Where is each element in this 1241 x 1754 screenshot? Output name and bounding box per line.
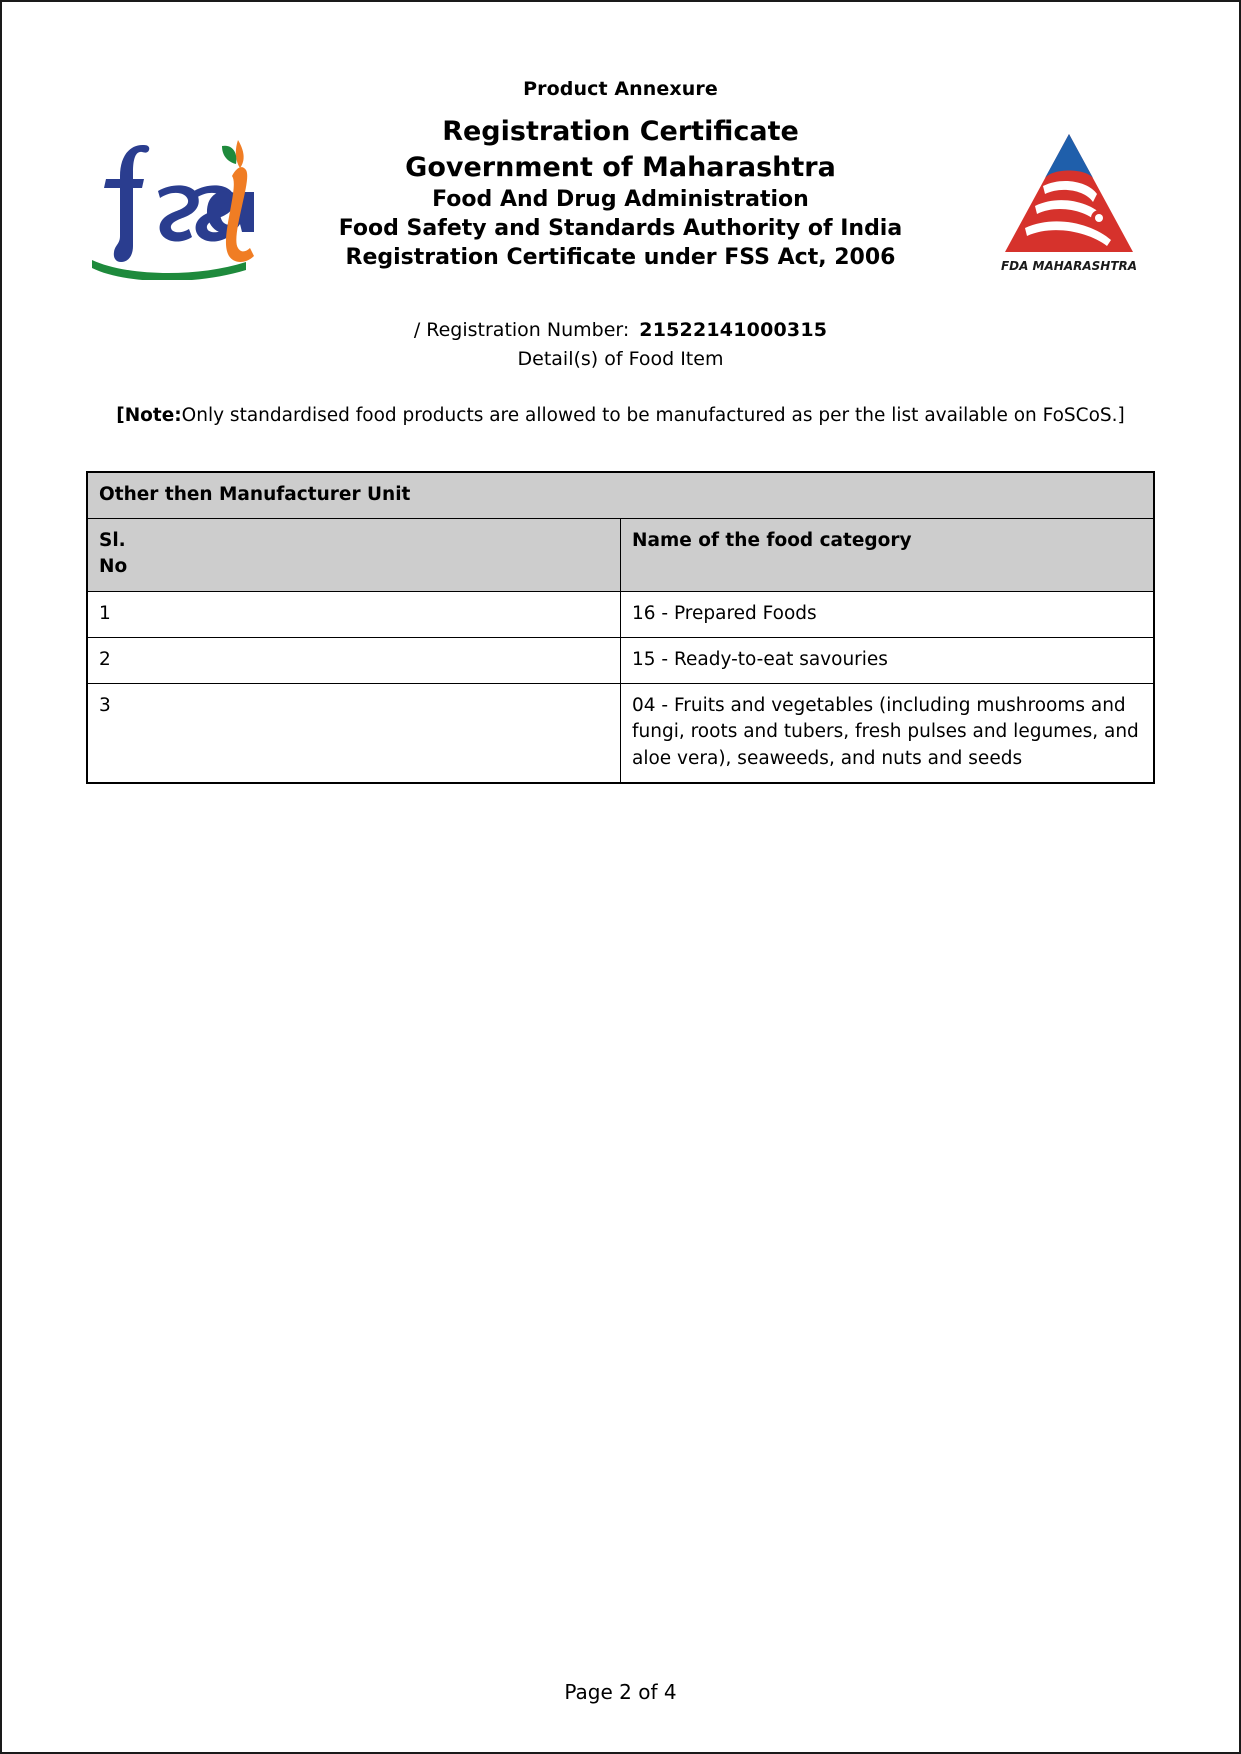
row-sl-no: 1 [87, 591, 621, 637]
note-prefix: [Note: [116, 405, 182, 426]
title-line-4: Food Safety and Standards Authority of India [338, 216, 903, 242]
row-sl-no: 2 [87, 637, 621, 683]
row-food-category: 16 - Prepared Foods [621, 591, 1155, 637]
fda-logo-caption: FDA MAHARASHTRA [1000, 259, 1138, 273]
fda-maharashtra-logo [993, 124, 1145, 276]
registration-number-label: / Registration Number: [413, 319, 630, 341]
table-row [87, 637, 1154, 683]
table-section-title: Other then Manufacturer Unit [87, 472, 1154, 519]
title-line-3: Food And Drug Administration [432, 187, 809, 213]
fssai-logo [86, 132, 256, 280]
column-header-food-category: Name of the food category [621, 519, 1155, 592]
food-category-table [86, 471, 1155, 784]
column-header-sl-no [87, 519, 621, 592]
annexure-title: Product Annexure [523, 78, 718, 100]
page-content [2, 2, 1239, 1752]
note-text [86, 403, 1155, 429]
table-row [87, 684, 1154, 783]
table-row [87, 591, 1154, 637]
row-sl-no: 3 [87, 684, 621, 783]
title-line-5: Registration Certificate under FSS Act, 2006 [345, 245, 896, 271]
note-body: Only standardised food products are allowed to be manufactured as per the list available on FoSCoS.] [181, 405, 1125, 426]
header-band [86, 114, 1155, 294]
table-section-header-row [87, 472, 1154, 519]
food-item-detail-label: Detail(s) of Food Item [517, 347, 724, 370]
registration-number-line [86, 316, 1155, 345]
row-food-category: 04 - Fruits and vegetables (including mushrooms and fungi, roots and tubers, fresh pulses and legumes, and aloe vera), seaweeds, and nuts and seeds [621, 684, 1155, 783]
page-footer: Page 2 of 4 [564, 1680, 677, 1704]
table-column-header-row [87, 519, 1154, 592]
column-header-sl-line2: No [99, 556, 128, 578]
row-food-category: 15 - Ready-to-eat savouries [621, 637, 1155, 683]
title-line-2: Government of Maharashtra [405, 151, 836, 183]
registration-number-value: 21522141000315 [639, 319, 828, 341]
column-header-sl-line1: Sl. [99, 530, 126, 552]
title-line-1: Registration Certificate [442, 116, 799, 147]
